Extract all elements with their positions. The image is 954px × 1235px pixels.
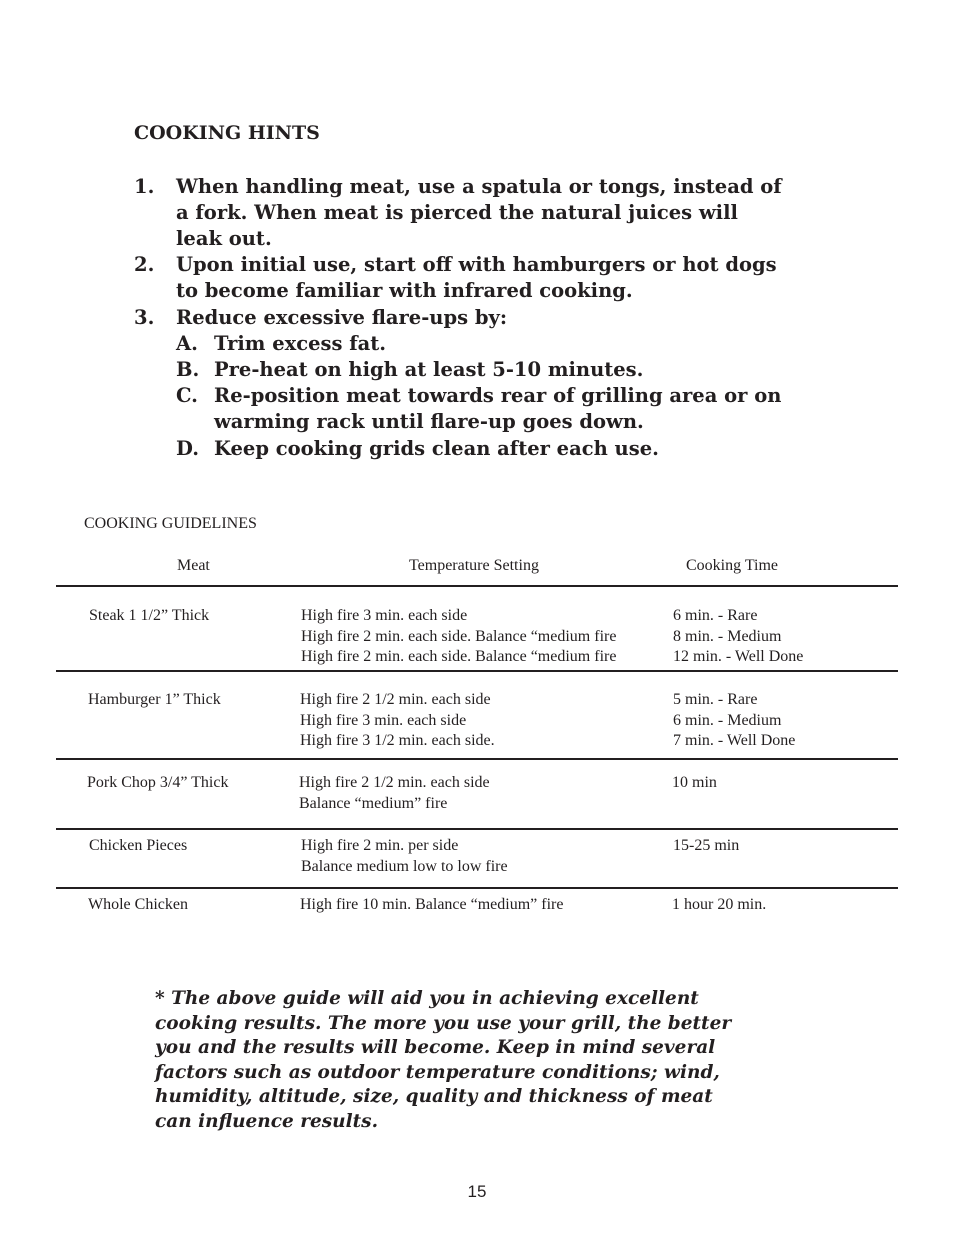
temperature-line: High fire 3 min. each side [300,711,467,729]
subitem-letter: B. [176,358,200,381]
hint-line: Reduce excessive flare-ups by: [176,306,508,329]
table-divider [56,828,898,830]
note-line: * The above guide will aid you in achieving excellent [155,988,699,1009]
table-divider [56,758,898,760]
temperature-line: High fire 2 1/2 min. each side [299,774,490,791]
note-line: cooking results. The more you use your grill, the better [155,1012,732,1034]
note-line: can influence results. [155,1110,379,1132]
subitem-line: warming rack until flare-up goes down. [214,410,644,433]
guide-note [155,987,795,1134]
subitem-letter: A. [176,332,198,355]
temperature-line: High fire 10 min. Balance “medium” fire [300,896,564,913]
page-number: 15 [467,1182,487,1201]
table-divider [56,585,898,587]
temperature-line: High fire 2 min. each side. Balance “medium fire [301,648,617,665]
subitem-text [214,383,781,435]
hint-line: leak out. [176,227,272,250]
hint-line: When handling meat, use a spatula or tongs, instead of [176,175,782,198]
meat-cell: Chicken Pieces [89,837,188,854]
table-divider [56,670,898,672]
subitem-letter: C. [176,384,198,407]
cooking-hints-title: COOKING HINTS [134,122,320,144]
meat-cell: Whole Chicken [88,896,188,913]
table-divider [56,887,898,889]
note-line: humidity, altitude, size, quality and thickness of meat [155,1086,713,1107]
temperature-cell [299,773,490,814]
time-cell [673,836,739,857]
temperature-cell [300,690,495,752]
subitem-letter: D. [176,437,200,460]
temperature-cell [301,836,508,877]
time-line: 6 min. - Rare [673,607,758,624]
time-line: 15-25 min [673,837,740,854]
time-line: 7 min. - Well Done [673,732,796,749]
meat-cell: Hamburger 1” Thick [88,691,221,708]
subitem-line: Pre-heat on high at least 5-10 minutes. [214,358,644,381]
time-cell [672,773,717,794]
subitem-text [214,357,643,383]
temperature-line: High fire 2 1/2 min. each side [300,691,491,708]
column-header-time: Cooking Time [686,557,779,574]
hint-number: 1. [134,175,155,198]
hint-text [176,252,777,304]
note-line: you and the results will become. Keep in mind several [155,1037,716,1058]
meat-cell: Pork Chop 3/4” Thick [87,774,229,791]
time-line: 5 min. - Rare [673,691,758,708]
subitem-line: Trim excess fat. [214,332,387,355]
hint-number: 3. [134,306,155,329]
temperature-line: High fire 3 min. each side [301,607,468,624]
subitem-text [214,331,386,357]
temperature-line: High fire 2 min. per side [301,837,459,854]
time-line: 6 min. - Medium [673,711,782,729]
note-line: factors such as outdoor temperature conditions; wind, [155,1061,720,1083]
temperature-cell [301,606,616,668]
temperature-line: Balance medium low to low fire [301,857,508,875]
meat-cell: Steak 1 1/2” Thick [89,607,210,624]
time-line: 8 min. - Medium [673,627,782,645]
temperature-line: Balance “medium” fire [299,794,448,812]
hint-line: Upon initial use, start off with hamburgers or hot dogs [176,253,777,276]
time-line: 12 min. - Well Done [673,648,804,665]
cooking-guidelines-title: COOKING GUIDELINES [84,515,257,532]
subitem-text [214,436,659,462]
hint-text [176,174,782,252]
time-line: 10 min [672,774,717,791]
temperature-line: High fire 2 min. each side. Balance “medium fire [301,627,617,645]
time-cell [673,606,803,668]
hint-line: to become familiar with infrared cooking. [176,279,633,302]
subitem-line: Re-position meat towards rear of grilling area or on [214,384,782,407]
time-cell [673,690,795,752]
column-header-meat: Meat [177,557,210,574]
hint-number: 2. [134,253,155,276]
time-cell [672,895,766,916]
hint-text [176,305,507,331]
time-line: 1 hour 20 min. [672,896,767,913]
column-header-temperature: Temperature Setting [409,557,539,574]
subitem-line: Keep cooking grids clean after each use. [214,437,659,460]
temperature-line: High fire 3 1/2 min. each side. [300,732,495,749]
temperature-cell [300,895,563,916]
hint-line: a fork. When meat is pierced the natural juices will [176,201,738,224]
